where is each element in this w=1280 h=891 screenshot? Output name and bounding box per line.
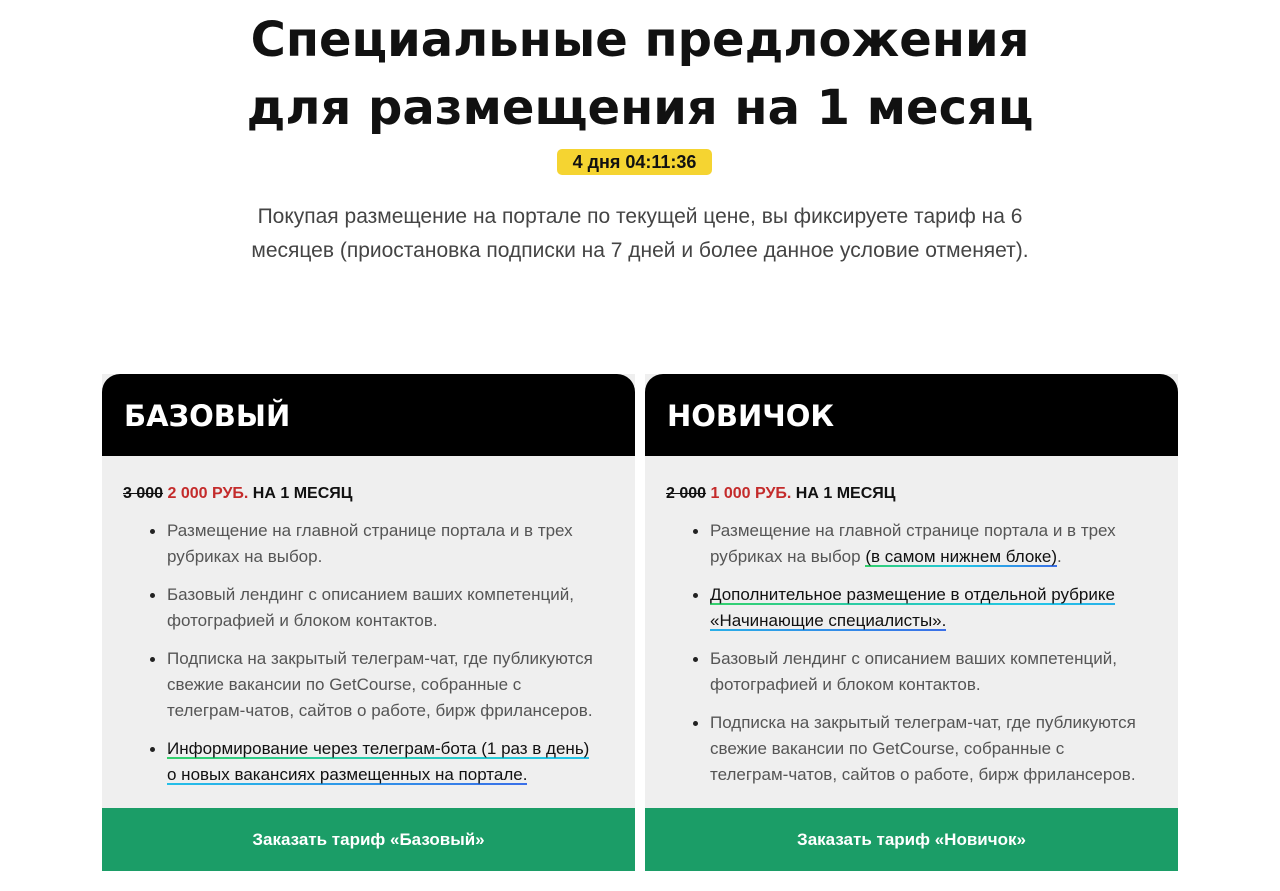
new-price: 1 000 РУБ. [710, 485, 792, 502]
feature-item [123, 518, 603, 570]
feature-text: Подписка на закрытый телеграм-чат, где публикуются свежие вакансии по GetCourse, собранные с телеграм-чатов, сайтов о работе, бирж фрилансеров. [167, 649, 593, 720]
old-price: 3 000 [123, 485, 164, 502]
feature-highlight-text: Дополнительное размещение в отдельной рубрике «Начинающие специалисты». [710, 585, 1115, 630]
feature-list [123, 518, 603, 800]
feature-highlight-text: (в самом нижнем блоке) [865, 547, 1058, 566]
feature-item [666, 710, 1146, 788]
feature-item [123, 736, 603, 788]
order-novice-button[interactable]: Заказать тариф «Новичок» [645, 808, 1178, 871]
plan-title: НОВИЧОК [645, 374, 1178, 456]
plan-card-novice [645, 374, 1178, 871]
page-title [0, 6, 1280, 142]
plan-card-basic [102, 374, 635, 871]
feature-item [666, 646, 1146, 698]
feature-text: Подписка на закрытый телеграм-чат, где публикуются свежие вакансии по GetCourse, собранные с телеграм-чатов, сайтов о работе, бирж фрилансеров. [710, 713, 1136, 784]
page-title-line-2: для размещения на 1 месяц [246, 80, 1034, 136]
feature-item [666, 518, 1146, 570]
feature-item [123, 646, 603, 724]
feature-text: Базовый лендинг с описанием ваших компетенций, фотографией и блоком контактов. [710, 649, 1117, 694]
feature-text-suffix: . [1057, 547, 1062, 566]
feature-text: Размещение на главной странице портала и в трех рубриках на выбор. [167, 521, 573, 566]
feature-highlight-text: Информирование через телеграм-бота (1 раз в день) о новых вакансиях размещенных на портале. [167, 739, 590, 784]
feature-list [666, 518, 1146, 800]
plan-price [123, 485, 352, 503]
price-period: НА 1 МЕСЯЦ [252, 485, 353, 502]
intro-text: Покупая размещение на портале по текущей цене, вы фиксируете тариф на 6 месяцев (приостановка подписки на 7 дней и более данное условие отменяет). [251, 205, 1029, 262]
feature-text: Размещение на главной странице портала и в трех рубриках на выбор [710, 521, 1116, 566]
price-period: НА 1 МЕСЯЦ [795, 485, 896, 502]
old-price: 2 000 [666, 485, 707, 502]
new-price: 2 000 РУБ. [167, 485, 249, 502]
plan-price [666, 485, 895, 503]
feature-item [666, 582, 1146, 634]
feature-text: Базовый лендинг с описанием ваших компетенций, фотографией и блоком контактов. [167, 585, 574, 630]
page-title-line-1: Специальные предложения [250, 12, 1030, 68]
order-basic-button[interactable]: Заказать тариф «Базовый» [102, 808, 635, 871]
countdown-timer: 4 дня 04:11:36 [557, 149, 712, 175]
feature-item [123, 582, 603, 634]
plan-title: БАЗОВЫЙ [102, 374, 635, 456]
